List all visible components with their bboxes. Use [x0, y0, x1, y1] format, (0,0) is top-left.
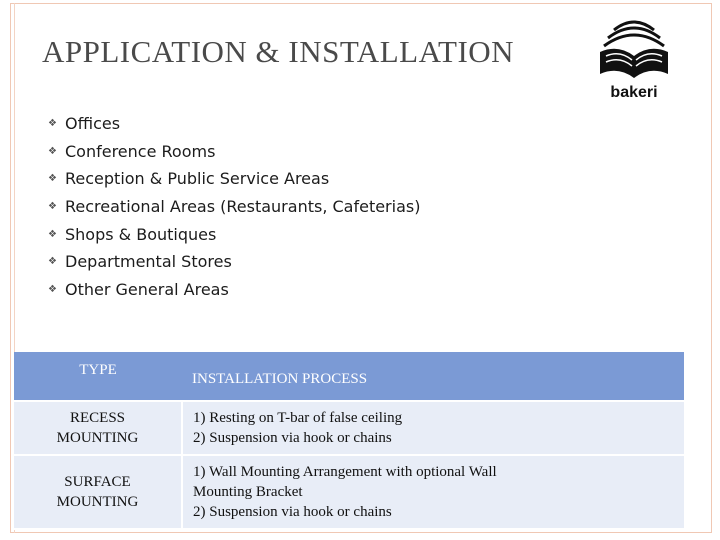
header-installation-process: INSTALLATION PROCESS	[182, 352, 684, 401]
installation-table	[14, 352, 684, 530]
list-item: ❖ Shops & Boutiques	[48, 221, 420, 249]
list-item: ❖ Other General Areas	[48, 276, 420, 304]
diamond-bullet-icon: ❖	[48, 145, 57, 157]
bakeri-book-logo-icon	[594, 12, 674, 84]
diamond-bullet-icon: ❖	[48, 228, 57, 240]
diamond-bullet-icon: ❖	[48, 201, 57, 213]
table-row	[14, 455, 684, 529]
type-cell: SURFACE MOUNTING	[14, 455, 182, 529]
logo-wordmark: bakeri	[610, 84, 658, 101]
list-item: ❖ Offices	[48, 110, 420, 138]
process-cell: 1) Wall Mounting Arrangement with optional Wall Mounting Bracket 2) Suspension via hook or chains	[182, 455, 684, 529]
process-cell: 1) Resting on T-bar of false ceiling 2) Suspension via hook or chains	[182, 401, 684, 455]
type-cell: RECESS MOUNTING	[14, 401, 182, 455]
table-row	[14, 401, 684, 455]
slide-title: APPLICATION & INSTALLATION	[42, 34, 515, 69]
diamond-bullet-icon: ❖	[48, 118, 57, 129]
list-item: ❖ Departmental Stores	[48, 248, 420, 276]
table-header-row	[14, 352, 684, 401]
list-item: ❖ Recreational Areas (Restaurants, Cafeterias)	[48, 193, 420, 221]
list-item: ❖ Reception & Public Service Areas	[48, 165, 420, 193]
list-item: ❖ Conference Rooms	[48, 138, 420, 166]
bakeri-logo	[594, 12, 674, 102]
diamond-bullet-icon: ❖	[48, 173, 57, 185]
applications-list	[48, 110, 420, 304]
diamond-bullet-icon: ❖	[48, 256, 57, 268]
diamond-bullet-icon: ❖	[48, 284, 57, 296]
header-type: TYPE	[14, 352, 182, 401]
